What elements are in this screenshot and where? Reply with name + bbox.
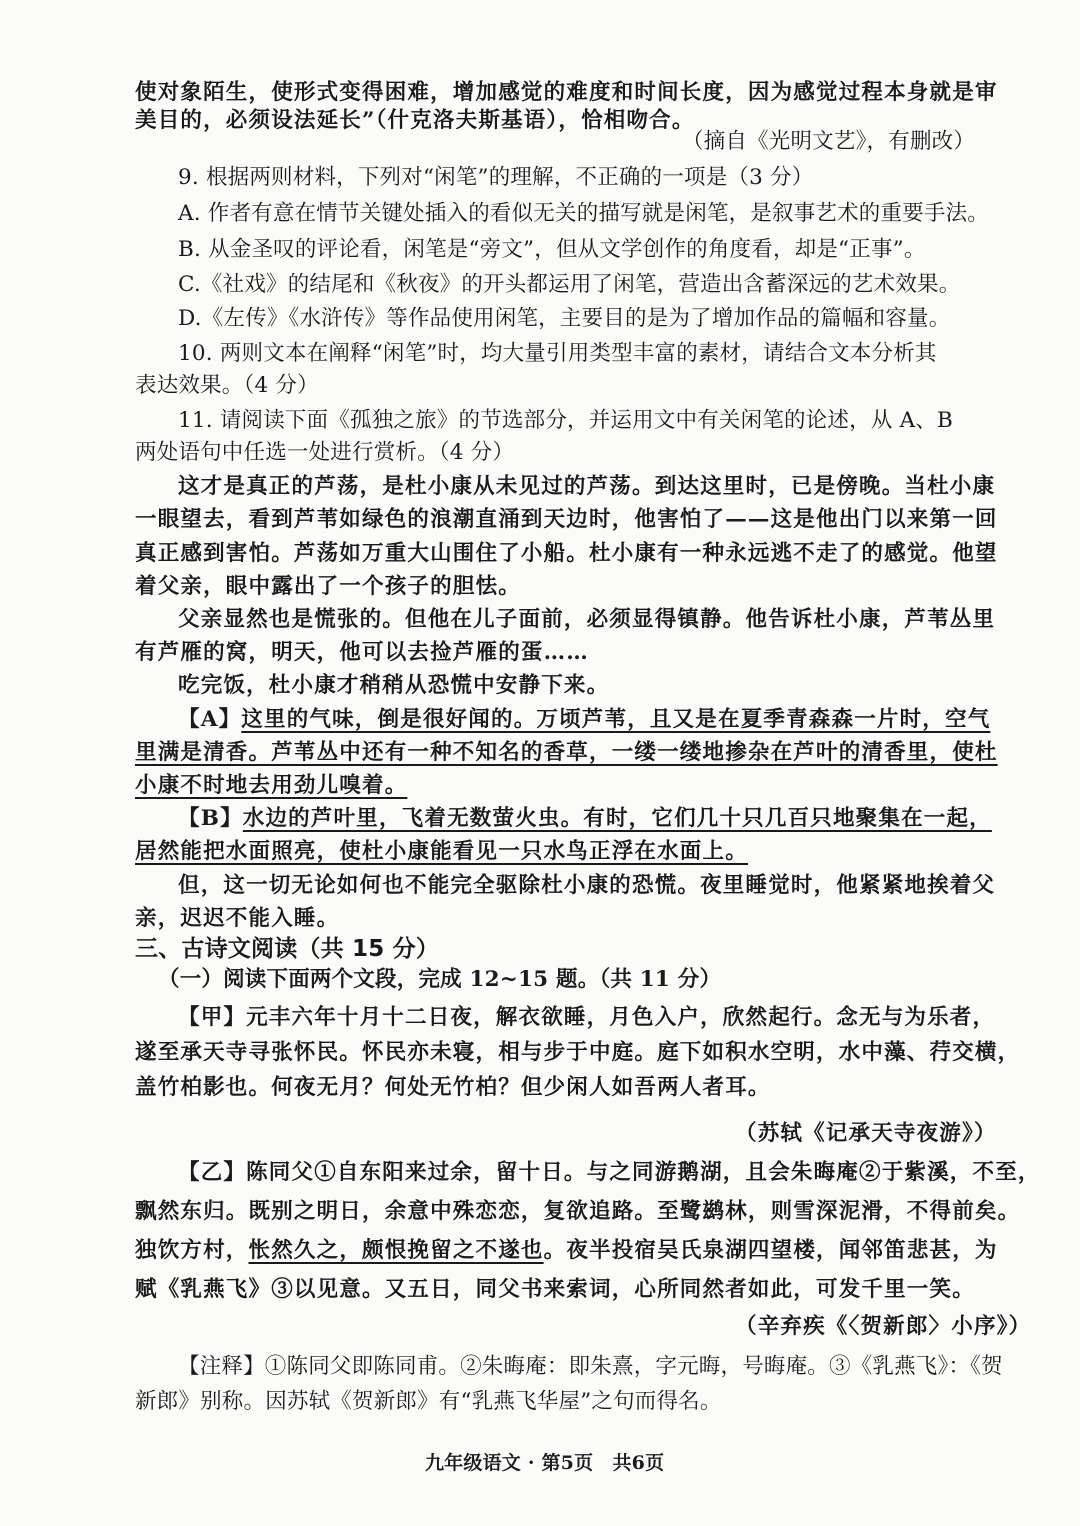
classical-text-jia: 盖竹柏影也。何夜无月？何处无竹柏？但少闲人如吾两人者耳。 bbox=[135, 1075, 771, 1100]
subsection-heading: （一）阅读下面两个文段，完成 12~15 题。（共 11 分） bbox=[158, 967, 722, 992]
classical-text-jia: 【甲】元丰六年十月十二日夜，解衣欲睡，月色入户，欣然起行。念无与为乐者， bbox=[178, 1005, 996, 1030]
passage-line: 使对象陌生，使形式变得困难，增加感觉的难度和时间长度，因为感觉过程本身就是审 bbox=[135, 80, 998, 105]
excerpt-line: 着父亲，眼中露出了一个孩子的胆怯。 bbox=[135, 574, 521, 599]
classical-text-yi: 【乙】陈同父①自东阳来过余，留十日。与之同游鹅湖，且会朱晦庵②于紫溪，不至， bbox=[178, 1160, 1041, 1185]
excerpt-a-line: 小康不时地去用劲儿嗅着。 bbox=[135, 773, 408, 798]
option-c: C.《社戏》的结尾和《秋夜》的开头都运用了闲笔，营造出含蓄深远的艺术效果。 bbox=[178, 272, 961, 297]
question-9: 9. 根据两则材料，下列对“闲笔”的理解，不正确的一项是（3 分） bbox=[178, 165, 814, 190]
attribution: （辛弃疾《〈贺新郎〉小序》） bbox=[735, 1314, 1032, 1339]
page-footer: 九年级语文 · 第5页 共6页 bbox=[425, 1452, 665, 1474]
option-a: A. 作者有意在情节关键处插入的看似无关的描写就是闲笔，是叙事艺术的重要手法。 bbox=[178, 201, 989, 226]
text-span: 。夜半投宿吴氏泉湖四望楼，闻邻笛悲甚，为 bbox=[543, 1238, 998, 1263]
underlined-text: 这里的气味，倒是很好闻的。万顷芦苇，且又是在夏季青森森一片时，空气 bbox=[241, 707, 991, 732]
excerpt-line: 这才是真正的芦荡，是杜小康从未见过的芦荡。到达这里时，已是傍晚。当杜小康 bbox=[178, 474, 996, 499]
question-11: 11. 请阅读下面《孤独之旅》的节选部分，并运用文中有关闲笔的论述，从 A、B bbox=[178, 408, 953, 433]
marker-a: 【A】 bbox=[178, 707, 242, 732]
excerpt-line: 一眼望去，看到芦苇如绿色的浪潮直涌到天边时，他害怕了——这是他出门以来第一回 bbox=[135, 507, 998, 532]
classical-text-jia: 遂至承天寺寻张怀民。怀民亦未寝，相与步于中庭。庭下如积水空明，水中藻、荇交横， bbox=[135, 1040, 1021, 1065]
excerpt-line: 有芦雁的窝，明天，他可以去捡芦雁的蛋…… bbox=[135, 640, 590, 665]
option-b: B. 从金圣叹的评论看，闲笔是“旁文”，但从文学创作的角度看，却是“正事”。 bbox=[178, 237, 926, 262]
excerpt-line: 亲，迟迟不能入睡。 bbox=[135, 906, 340, 931]
excerpt-a-line bbox=[178, 705, 1080, 735]
excerpt-b-line: 居然能把水面照亮，使杜小康能看见一只水鸟正浮在水面上。 bbox=[135, 839, 748, 864]
passage-line: 美目的，必须设法延长”（什克洛夫斯基语），恰相吻合。 bbox=[135, 108, 695, 133]
underlined-sentence: 怅然久之，颇恨挽留之不遂也 bbox=[248, 1238, 544, 1263]
section-heading: 三、古诗文阅读（共 15 分） bbox=[135, 936, 440, 962]
excerpt-line: 父亲显然也是慌张的。但他在儿子面前，必须显得镇静。他告诉杜小康，芦苇丛里 bbox=[178, 607, 996, 632]
classical-text-yi: 飘然东归。既别之明日，余意中殊恋恋，复欲追路。至鹭鹚林，则雪深泥滑，不得前矣。 bbox=[135, 1199, 1021, 1224]
attribution: （苏轼《记承天寺夜游》） bbox=[735, 1121, 997, 1146]
excerpt-line: 真正感到害怕。芦荡如万重大山围住了小船。杜小康有一种永远逃不走了的感觉。他望 bbox=[135, 541, 998, 566]
classical-text-yi bbox=[135, 1236, 1080, 1266]
question-10-cont: 表达效果。（4 分） bbox=[135, 373, 319, 398]
excerpt-line: 吃完饭，杜小康才稍稍从恐慌中安静下来。 bbox=[178, 673, 610, 698]
excerpt-b-line bbox=[178, 804, 1080, 834]
classical-text-yi: 赋《乳燕飞》③以见意。又五日，同父书来索词，心所同然者如此，可发千里一笑。 bbox=[135, 1277, 975, 1302]
underlined-text: 水边的芦叶里，飞着无数萤火虫。有时，它们几十只几百只地聚集在一起， bbox=[242, 806, 992, 831]
question-10: 10. 两则文本在阐释“闲笔”时，均大量引用类型丰富的素材，请结合文本分析其 bbox=[178, 341, 937, 366]
option-d: D.《左传》《水浒传》等作品使用闲笔，主要目的是为了增加作品的篇幅和容量。 bbox=[178, 306, 951, 331]
marker-b: 【B】 bbox=[178, 806, 243, 831]
question-11-cont: 两处语句中任选一处进行赏析。（4 分） bbox=[135, 440, 515, 465]
annotation-line: 【注释】①陈同父即陈同甫。②朱晦庵：即朱熹，字元晦，号晦庵。③《乳燕飞》：《贺 bbox=[178, 1354, 1003, 1379]
text-span: 独饮方村， bbox=[135, 1238, 249, 1263]
excerpt-a-line: 里满是清香。芦苇丛中还有一种不知名的香草，一缕一缕地掺杂在芦叶的清香里，使杜 bbox=[135, 740, 998, 765]
source-citation: （摘自《光明文艺》，有删改） bbox=[682, 129, 976, 154]
excerpt-line: 但，这一切无论如何也不能完全驱除杜小康的恐慌。夜里睡觉时，他紧紧地挨着父 bbox=[178, 873, 996, 898]
annotation-line: 新郎》别称。因苏轼《贺新郎》有“乳燕飞华屋”之句而得名。 bbox=[135, 1389, 722, 1414]
